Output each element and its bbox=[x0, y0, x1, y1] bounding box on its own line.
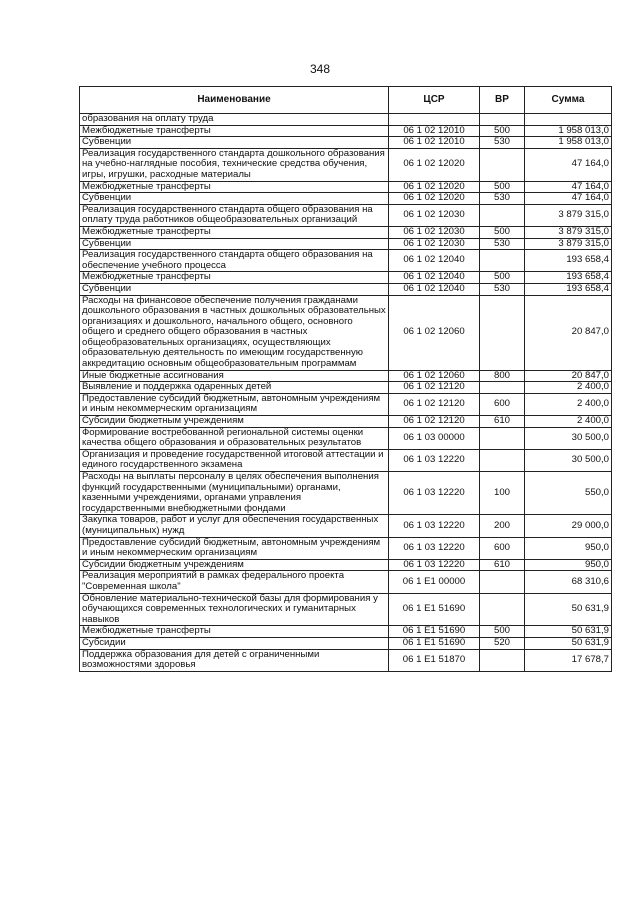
table-row bbox=[80, 637, 612, 649]
cell-csr: 06 1 03 00000 bbox=[389, 427, 480, 449]
cell-vr bbox=[480, 295, 525, 370]
cell-csr: 06 1 02 12030 bbox=[389, 226, 480, 238]
cell-csr: 06 1 02 12030 bbox=[389, 238, 480, 250]
cell-sum: 950,0 bbox=[525, 537, 612, 559]
table-row bbox=[80, 238, 612, 250]
cell-name: Выявление и поддержка одаренных детей bbox=[80, 382, 389, 394]
cell-name: Реализация мероприятий в рамках федерального проекта "Современная школа" bbox=[80, 571, 389, 593]
cell-sum: 47 164,0 bbox=[525, 193, 612, 205]
cell-vr bbox=[480, 204, 525, 226]
cell-csr: 06 1 03 12220 bbox=[389, 559, 480, 571]
cell-vr: 610 bbox=[480, 416, 525, 428]
table-row bbox=[80, 181, 612, 193]
cell-csr: 06 1 03 12220 bbox=[389, 537, 480, 559]
cell-name: Предоставление субсидий бюджетным, автономным учреждениям и иным некоммерческим организациям bbox=[80, 393, 389, 415]
cell-sum: 3 879 315,0 bbox=[525, 238, 612, 250]
table-row bbox=[80, 537, 612, 559]
cell-vr: 530 bbox=[480, 238, 525, 250]
cell-vr: 500 bbox=[480, 181, 525, 193]
table-row bbox=[80, 295, 612, 370]
cell-name: Субсидии bbox=[80, 637, 389, 649]
table-header-row bbox=[80, 87, 612, 114]
cell-csr: 06 1 02 12060 bbox=[389, 370, 480, 382]
cell-name: Предоставление субсидий бюджетным, автономным учреждениям и иным некоммерческим организациям bbox=[80, 537, 389, 559]
cell-name: Реализация государственного стандарта общего образования на оплату труда работников общеобразовательных организаций bbox=[80, 204, 389, 226]
table-row bbox=[80, 283, 612, 295]
cell-vr bbox=[480, 449, 525, 471]
cell-vr: 200 bbox=[480, 515, 525, 537]
cell-csr: 06 1 E1 51690 bbox=[389, 637, 480, 649]
page-number: 348 bbox=[309, 62, 331, 76]
cell-name: Иные бюджетные ассигнования bbox=[80, 370, 389, 382]
cell-sum: 550,0 bbox=[525, 472, 612, 515]
cell-vr bbox=[480, 593, 525, 626]
cell-csr: 06 1 02 12120 bbox=[389, 416, 480, 428]
cell-csr bbox=[389, 114, 480, 126]
cell-vr: 520 bbox=[480, 637, 525, 649]
table-row bbox=[80, 226, 612, 238]
cell-csr: 06 1 02 12120 bbox=[389, 382, 480, 394]
cell-name: Межбюджетные трансферты bbox=[80, 626, 389, 638]
cell-vr: 530 bbox=[480, 137, 525, 149]
cell-csr: 06 1 02 12040 bbox=[389, 250, 480, 272]
cell-vr bbox=[480, 571, 525, 593]
header-name: Наименование bbox=[80, 87, 389, 114]
cell-vr: 600 bbox=[480, 393, 525, 415]
cell-csr: 06 1 02 12020 bbox=[389, 181, 480, 193]
cell-name: Межбюджетные трансферты bbox=[80, 272, 389, 284]
cell-sum: 17 678,7 bbox=[525, 649, 612, 671]
table-row bbox=[80, 427, 612, 449]
table-row bbox=[80, 393, 612, 415]
cell-vr: 500 bbox=[480, 272, 525, 284]
table-row bbox=[80, 593, 612, 626]
cell-vr: 800 bbox=[480, 370, 525, 382]
cell-name: Закупка товаров, работ и услуг для обеспечения государственных (муниципальных) нужд bbox=[80, 515, 389, 537]
cell-sum: 2 400,0 bbox=[525, 382, 612, 394]
cell-sum: 950,0 bbox=[525, 559, 612, 571]
cell-csr: 06 1 02 12040 bbox=[389, 283, 480, 295]
cell-name: Поддержка образования для детей с ограниченными возможностями здоровья bbox=[80, 649, 389, 671]
cell-csr: 06 1 02 12020 bbox=[389, 193, 480, 205]
cell-name: Формирование востребованной региональной системы оценки качества общего образования и образовательных результатов bbox=[80, 427, 389, 449]
budget-table bbox=[79, 86, 612, 672]
cell-sum: 1 958 013,0 bbox=[525, 125, 612, 137]
cell-sum: 68 310,6 bbox=[525, 571, 612, 593]
header-sum: Сумма bbox=[525, 87, 612, 114]
table-row bbox=[80, 559, 612, 571]
header-csr: ЦСР bbox=[389, 87, 480, 114]
cell-sum: 20 847,0 bbox=[525, 370, 612, 382]
cell-name: Субвенции bbox=[80, 283, 389, 295]
cell-csr: 06 1 03 12220 bbox=[389, 472, 480, 515]
cell-vr: 500 bbox=[480, 626, 525, 638]
cell-vr bbox=[480, 649, 525, 671]
cell-name: Субвенции bbox=[80, 137, 389, 149]
cell-sum: 193 658,4 bbox=[525, 272, 612, 284]
cell-csr: 06 1 02 12060 bbox=[389, 295, 480, 370]
cell-name: Обновление материально-технической базы для формирования у обучающихся современных технологических и гуманитарных навыков bbox=[80, 593, 389, 626]
cell-sum: 2 400,0 bbox=[525, 416, 612, 428]
cell-sum: 3 879 315,0 bbox=[525, 226, 612, 238]
cell-name: Межбюджетные трансферты bbox=[80, 125, 389, 137]
cell-name: Расходы на выплаты персоналу в целях обеспечения выполнения функций государственными (муниципальными) органами, казенными учреждениями, органами управления государственными внебюджетными фондами bbox=[80, 472, 389, 515]
table-row bbox=[80, 416, 612, 428]
cell-name: Субвенции bbox=[80, 193, 389, 205]
cell-sum: 193 658,4 bbox=[525, 250, 612, 272]
table-row bbox=[80, 193, 612, 205]
header-vr: ВР bbox=[480, 87, 525, 114]
cell-name: Субвенции bbox=[80, 238, 389, 250]
cell-vr: 100 bbox=[480, 472, 525, 515]
table-row bbox=[80, 626, 612, 638]
cell-sum: 50 631,9 bbox=[525, 593, 612, 626]
cell-csr: 06 1 02 12020 bbox=[389, 148, 480, 181]
cell-name: Межбюджетные трансферты bbox=[80, 181, 389, 193]
cell-csr: 06 1 02 12030 bbox=[389, 204, 480, 226]
table-row bbox=[80, 472, 612, 515]
cell-sum: 47 164,0 bbox=[525, 148, 612, 181]
cell-vr: 610 bbox=[480, 559, 525, 571]
cell-sum bbox=[525, 114, 612, 126]
cell-csr: 06 1 03 12220 bbox=[389, 515, 480, 537]
cell-sum: 50 631,9 bbox=[525, 637, 612, 649]
table-row bbox=[80, 148, 612, 181]
table-row bbox=[80, 449, 612, 471]
table-row bbox=[80, 137, 612, 149]
cell-sum: 50 631,9 bbox=[525, 626, 612, 638]
cell-sum: 30 500,0 bbox=[525, 449, 612, 471]
cell-csr: 06 1 03 12220 bbox=[389, 449, 480, 471]
cell-csr: 06 1 02 12120 bbox=[389, 393, 480, 415]
cell-csr: 06 1 02 12010 bbox=[389, 137, 480, 149]
cell-csr: 06 1 02 12040 bbox=[389, 272, 480, 284]
cell-csr: 06 1 E1 51690 bbox=[389, 593, 480, 626]
cell-sum: 47 164,0 bbox=[525, 181, 612, 193]
cell-csr: 06 1 E1 51690 bbox=[389, 626, 480, 638]
cell-vr bbox=[480, 114, 525, 126]
cell-csr: 06 1 E1 00000 bbox=[389, 571, 480, 593]
table-row bbox=[80, 571, 612, 593]
cell-sum: 193 658,4 bbox=[525, 283, 612, 295]
table-row bbox=[80, 370, 612, 382]
table-row bbox=[80, 272, 612, 284]
cell-vr: 530 bbox=[480, 283, 525, 295]
cell-vr: 530 bbox=[480, 193, 525, 205]
cell-csr: 06 1 02 12010 bbox=[389, 125, 480, 137]
cell-name: Реализация государственного стандарта дошкольного образования на учебно-наглядные пособия, технические средства обучения, игры, игрушки, расходные материалы bbox=[80, 148, 389, 181]
table-row bbox=[80, 125, 612, 137]
cell-vr bbox=[480, 382, 525, 394]
table-row bbox=[80, 515, 612, 537]
table-row bbox=[80, 382, 612, 394]
table-row bbox=[80, 250, 612, 272]
cell-name: Организация и проведение государственной итоговой аттестации и единого государственного экзамена bbox=[80, 449, 389, 471]
cell-name: Межбюджетные трансферты bbox=[80, 226, 389, 238]
cell-sum: 2 400,0 bbox=[525, 393, 612, 415]
cell-vr bbox=[480, 427, 525, 449]
cell-vr: 500 bbox=[480, 125, 525, 137]
cell-vr: 600 bbox=[480, 537, 525, 559]
cell-name: образования на оплату труда bbox=[80, 114, 389, 126]
cell-sum: 1 958 013,0 bbox=[525, 137, 612, 149]
cell-vr bbox=[480, 250, 525, 272]
cell-vr: 500 bbox=[480, 226, 525, 238]
cell-name: Реализация государственного стандарта общего образования на обеспечение учебного процесса bbox=[80, 250, 389, 272]
cell-csr: 06 1 E1 51870 bbox=[389, 649, 480, 671]
cell-name: Субсидии бюджетным учреждениям bbox=[80, 416, 389, 428]
cell-name: Субсидии бюджетным учреждениям bbox=[80, 559, 389, 571]
table-row bbox=[80, 114, 612, 126]
cell-sum: 29 000,0 bbox=[525, 515, 612, 537]
cell-sum: 3 879 315,0 bbox=[525, 204, 612, 226]
table-row bbox=[80, 649, 612, 671]
cell-sum: 30 500,0 bbox=[525, 427, 612, 449]
cell-sum: 20 847,0 bbox=[525, 295, 612, 370]
table-row bbox=[80, 204, 612, 226]
cell-name: Расходы на финансовое обеспечение получения гражданами дошкольного образования в частных дошкольных образовательных организациях и дошкольного, начального общего, основного общего и среднего общего образования в частных общеобразовательных организациях, осуществляющих образовательную деятельность по имеющим государственную аккредитацию основным общеобразовательным программам bbox=[80, 295, 389, 370]
cell-vr bbox=[480, 148, 525, 181]
